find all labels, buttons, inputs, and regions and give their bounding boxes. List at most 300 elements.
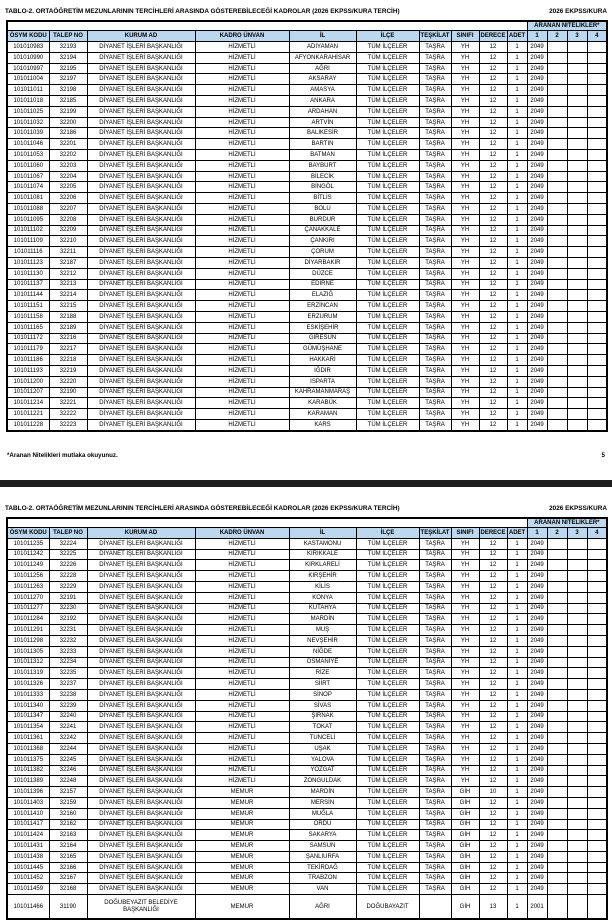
cell: 32186 xyxy=(49,128,87,139)
table-title: TABLO-2. ORTAÖĞRETİM MEZUNLARININ TERCİHLERİ ARASINDA GÖSTEREBİLECEĞİ KADROLAR (2026 EKPSS/KURA TERCİH) xyxy=(5,8,400,15)
cell xyxy=(547,538,567,549)
cell: TÜM İLÇELER xyxy=(356,74,419,85)
cell xyxy=(587,668,607,679)
cell: DİYANET İŞLERİ BAŞKANLIĞI xyxy=(87,538,195,549)
cell: 1 xyxy=(507,873,527,884)
cell: 1 xyxy=(507,603,527,614)
cell: 101010983 xyxy=(7,42,49,53)
cell: TÜM İLÇELER xyxy=(356,808,419,819)
cell: 32213 xyxy=(49,279,87,290)
cell: DİYANET İŞLERİ BAŞKANLIĞI xyxy=(87,150,195,161)
cell: 12 xyxy=(479,52,507,63)
cell: TAŞRA xyxy=(419,668,451,679)
cell: 32229 xyxy=(49,581,87,592)
page-number: 5 xyxy=(601,451,605,459)
cell: YH xyxy=(451,74,479,85)
cell: TAŞRA xyxy=(419,96,451,107)
column-header: TALEP NO xyxy=(49,31,87,42)
cell: TÜM İLÇELER xyxy=(356,128,419,139)
cell: 32204 xyxy=(49,171,87,182)
cell: HİZMETLİ xyxy=(195,225,289,236)
cell xyxy=(567,63,587,74)
cell: TÜM İLÇELER xyxy=(356,63,419,74)
cell: MUŞ xyxy=(289,625,356,636)
cell xyxy=(567,247,587,258)
cell: YH xyxy=(451,689,479,700)
cell: 2049 xyxy=(527,150,547,161)
cell: 1 xyxy=(507,214,527,225)
cell: TÜM İLÇELER xyxy=(356,193,419,204)
cell xyxy=(567,387,587,398)
cell: 101011291 xyxy=(7,625,49,636)
cell: 101011095 xyxy=(7,214,49,225)
cell xyxy=(567,398,587,409)
cell: 1 xyxy=(507,668,527,679)
cell xyxy=(567,182,587,193)
cell: 101011396 xyxy=(7,787,49,798)
cell xyxy=(587,711,607,722)
cell xyxy=(567,409,587,420)
cell: GİH xyxy=(451,787,479,798)
cell: TAŞRA xyxy=(419,743,451,754)
table-row xyxy=(7,311,607,322)
cell: DİYANET İŞLERİ BAŞKANLIĞI xyxy=(87,355,195,366)
cell xyxy=(587,581,607,592)
cell: TÜM İLÇELER xyxy=(356,365,419,376)
cell: TAŞRA xyxy=(419,787,451,798)
cell: TAŞRA xyxy=(419,733,451,744)
cell xyxy=(567,830,587,841)
table-row xyxy=(7,657,607,668)
cell: ANKARA xyxy=(289,96,356,107)
cell: 32192 xyxy=(49,614,87,625)
cell xyxy=(567,571,587,582)
cell: GİH xyxy=(451,862,479,873)
cell: 2049 xyxy=(527,765,547,776)
cell: 12 xyxy=(479,668,507,679)
cell: 101011039 xyxy=(7,128,49,139)
cell xyxy=(547,668,567,679)
cell: SİVAS xyxy=(289,700,356,711)
cell: GİH xyxy=(451,895,479,920)
cell xyxy=(567,873,587,884)
cell: TAŞRA xyxy=(419,765,451,776)
table-row xyxy=(7,625,607,636)
cell: TÜM İLÇELER xyxy=(356,247,419,258)
cell xyxy=(567,171,587,182)
cell: 32232 xyxy=(49,635,87,646)
cell: KASTAMONU xyxy=(289,538,356,549)
aranan-nitelikler-header: ARANAN NİTELİKLER* xyxy=(527,518,607,528)
cell xyxy=(567,52,587,63)
cell: KAHRAMANMARAŞ xyxy=(289,387,356,398)
cell xyxy=(567,204,587,215)
cell: 2049 xyxy=(527,754,547,765)
cell xyxy=(567,419,587,430)
column-header: 2 xyxy=(547,527,567,538)
cell: 32231 xyxy=(49,625,87,636)
cell: 32221 xyxy=(49,398,87,409)
cell: 32230 xyxy=(49,603,87,614)
cell: 101011200 xyxy=(7,376,49,387)
cell: 12 xyxy=(479,355,507,366)
cell: DİYANET İŞLERİ BAŞKANLIĞI xyxy=(87,279,195,290)
cell: TAŞRA xyxy=(419,808,451,819)
cell: AKSARAY xyxy=(289,74,356,85)
table-row xyxy=(7,171,607,182)
cell: TAŞRA xyxy=(419,830,451,841)
cell: ESKİŞEHİR xyxy=(289,322,356,333)
cell: ARTVİN xyxy=(289,117,356,128)
cell: YH xyxy=(451,679,479,690)
cell xyxy=(587,128,607,139)
cell xyxy=(567,603,587,614)
cell: 1 xyxy=(507,365,527,376)
cell xyxy=(419,895,451,920)
cell: 101011179 xyxy=(7,344,49,355)
cell: GİH xyxy=(451,797,479,808)
cell xyxy=(587,225,607,236)
cell: TAŞRA xyxy=(419,689,451,700)
column-header: ÖSYM KODU xyxy=(7,527,49,538)
cell: YH xyxy=(451,268,479,279)
table-row xyxy=(7,733,607,744)
cell: 32165 xyxy=(49,851,87,862)
cell: DİYANET İŞLERİ BAŞKANLIĞI xyxy=(87,409,195,420)
cell: 12 xyxy=(479,592,507,603)
cell xyxy=(587,279,607,290)
cell: TAŞRA xyxy=(419,52,451,63)
cell: HİZMETLİ xyxy=(195,657,289,668)
cell: 32185 xyxy=(49,96,87,107)
cell: 32187 xyxy=(49,257,87,268)
cell: DİYANET İŞLERİ BAŞKANLIĞI xyxy=(87,63,195,74)
cell xyxy=(587,851,607,862)
cell: 12 xyxy=(479,625,507,636)
cell: 1 xyxy=(507,387,527,398)
cell: 1 xyxy=(507,182,527,193)
cell: BOLU xyxy=(289,204,356,215)
cell: DİYANET İŞLERİ BAŞKANLIĞI xyxy=(87,52,195,63)
table-row xyxy=(7,355,607,366)
cell: YH xyxy=(451,85,479,96)
cell: HİZMETLİ xyxy=(195,74,289,85)
cell xyxy=(547,204,567,215)
cell: 101011347 xyxy=(7,711,49,722)
table-row xyxy=(7,819,607,830)
cell xyxy=(547,797,567,808)
cell: YH xyxy=(451,117,479,128)
cell: 12 xyxy=(479,743,507,754)
cell: 12 xyxy=(479,344,507,355)
cell: MUĞLA xyxy=(289,808,356,819)
cell: TÜM İLÇELER xyxy=(356,538,419,549)
cell: TÜM İLÇELER xyxy=(356,754,419,765)
cell: 1 xyxy=(507,884,527,895)
cell: 2049 xyxy=(527,247,547,258)
cell: 101011074 xyxy=(7,182,49,193)
cell xyxy=(547,96,567,107)
cell: HİZMETLİ xyxy=(195,204,289,215)
cell: DİYANET İŞLERİ BAŞKANLIĞI xyxy=(87,549,195,560)
cell xyxy=(567,74,587,85)
cell: 1 xyxy=(507,398,527,409)
aranan-header-row xyxy=(7,21,607,31)
cell: 101011130 xyxy=(7,268,49,279)
cell: BARTIN xyxy=(289,139,356,150)
cell: TÜM İLÇELER xyxy=(356,333,419,344)
cell: DİYANET İŞLERİ BAŞKANLIĞI xyxy=(87,679,195,690)
cell: 32240 xyxy=(49,711,87,722)
cell xyxy=(587,322,607,333)
cell: DİYANET İŞLERİ BAŞKANLIĞI xyxy=(87,419,195,430)
cell xyxy=(547,387,567,398)
cell: TÜM İLÇELER xyxy=(356,560,419,571)
cell: TÜM İLÇELER xyxy=(356,117,419,128)
cell: DİYANET İŞLERİ BAŞKANLIĞI xyxy=(87,635,195,646)
table-row xyxy=(7,333,607,344)
cell: TAŞRA xyxy=(419,581,451,592)
cell: DİYANET İŞLERİ BAŞKANLIĞI xyxy=(87,301,195,312)
cell: BİTLİS xyxy=(289,193,356,204)
cell: TÜM İLÇELER xyxy=(356,257,419,268)
cell: HİZMETLİ xyxy=(195,52,289,63)
cell xyxy=(587,182,607,193)
cell: AMASYA xyxy=(289,85,356,96)
cell xyxy=(567,376,587,387)
cell: 12 xyxy=(479,150,507,161)
cell xyxy=(547,106,567,117)
cell: TÜM İLÇELER xyxy=(356,387,419,398)
cell xyxy=(547,214,567,225)
cell: DİYANET İŞLERİ BAŞKANLIĞI xyxy=(87,387,195,398)
cell: 32237 xyxy=(49,679,87,690)
cell: 101011298 xyxy=(7,635,49,646)
cell: 101011242 xyxy=(7,549,49,560)
cell: YH xyxy=(451,668,479,679)
cell: 101011284 xyxy=(7,614,49,625)
cell: DOĞUBAYAZIT xyxy=(356,895,419,920)
cell: TAŞRA xyxy=(419,797,451,808)
cell xyxy=(547,776,567,787)
cell: AĞRI xyxy=(289,895,356,920)
cell: 12 xyxy=(479,128,507,139)
cell: MEMUR xyxy=(195,851,289,862)
cell: 32209 xyxy=(49,225,87,236)
cell xyxy=(587,754,607,765)
cell xyxy=(567,365,587,376)
cell: 2049 xyxy=(527,355,547,366)
cell: HİZMETLİ xyxy=(195,614,289,625)
cell: 2049 xyxy=(527,722,547,733)
cell xyxy=(567,797,587,808)
cell: 1 xyxy=(507,52,527,63)
cell xyxy=(567,841,587,852)
cell: TAŞRA xyxy=(419,884,451,895)
cell: 1 xyxy=(507,733,527,744)
cell: 101011340 xyxy=(7,700,49,711)
cell: 101011431 xyxy=(7,841,49,852)
cell: KIRŞEHİR xyxy=(289,571,356,582)
cell: 12 xyxy=(479,538,507,549)
cell xyxy=(587,700,607,711)
cell: 32202 xyxy=(49,150,87,161)
cell xyxy=(567,279,587,290)
cell xyxy=(567,862,587,873)
cell xyxy=(587,419,607,430)
cell: 32233 xyxy=(49,646,87,657)
cell xyxy=(567,150,587,161)
cell: 2049 xyxy=(527,560,547,571)
cell: TAŞRA xyxy=(419,409,451,420)
cell: YH xyxy=(451,754,479,765)
cell: TAŞRA xyxy=(419,614,451,625)
cell: 101011382 xyxy=(7,765,49,776)
cell: YALOVA xyxy=(289,754,356,765)
cell: DİYANET İŞLERİ BAŞKANLIĞI xyxy=(87,571,195,582)
cell: 2049 xyxy=(527,333,547,344)
cell: YH xyxy=(451,560,479,571)
cell xyxy=(587,787,607,798)
cell: 12 xyxy=(479,646,507,657)
cell: DİYANET İŞLERİ BAŞKANLIĞI xyxy=(87,257,195,268)
cell: DİYANET İŞLERİ BAŞKANLIĞI xyxy=(87,754,195,765)
cell xyxy=(547,754,567,765)
cell: UŞAK xyxy=(289,743,356,754)
cell: DİYANET İŞLERİ BAŞKANLIĞI xyxy=(87,311,195,322)
cell: ADIYAMAN xyxy=(289,42,356,53)
cell xyxy=(547,139,567,150)
cell: HİZMETLİ xyxy=(195,700,289,711)
cell: HİZMETLİ xyxy=(195,193,289,204)
cell: YH xyxy=(451,387,479,398)
cell: 101011312 xyxy=(7,657,49,668)
cell: 32208 xyxy=(49,214,87,225)
column-header-row xyxy=(7,527,607,538)
cell: 2049 xyxy=(527,344,547,355)
cell: YH xyxy=(451,549,479,560)
cell: YH xyxy=(451,635,479,646)
cell: TAŞRA xyxy=(419,841,451,852)
cell: TÜM İLÇELER xyxy=(356,797,419,808)
table-row xyxy=(7,419,607,430)
cell: TÜM İLÇELER xyxy=(356,851,419,862)
cell: 101011410 xyxy=(7,808,49,819)
cell xyxy=(567,344,587,355)
cell: BURDUR xyxy=(289,214,356,225)
cell: 2049 xyxy=(527,808,547,819)
cell: 12 xyxy=(479,765,507,776)
table-row xyxy=(7,128,607,139)
cell: 32162 xyxy=(49,819,87,830)
cell: VAN xyxy=(289,884,356,895)
cell: 2049 xyxy=(527,538,547,549)
cell: HİZMETLİ xyxy=(195,355,289,366)
cell: 101011221 xyxy=(7,409,49,420)
cell: NİĞDE xyxy=(289,646,356,657)
cell xyxy=(587,733,607,744)
cell: YH xyxy=(451,657,479,668)
cell: TAŞRA xyxy=(419,128,451,139)
cell: 31190 xyxy=(49,895,87,920)
cell: ELAZIĞ xyxy=(289,290,356,301)
cell: HİZMETLİ xyxy=(195,376,289,387)
header-spacer xyxy=(7,518,527,528)
cell: HİZMETLİ xyxy=(195,139,289,150)
cell: 2049 xyxy=(527,711,547,722)
cell: 32207 xyxy=(49,204,87,215)
cell: TÜM İLÇELER xyxy=(356,376,419,387)
cell: 12 xyxy=(479,96,507,107)
cell: KARABÜK xyxy=(289,398,356,409)
footnote: *Aranan Nitelikleri mutlaka okuyunuz. xyxy=(7,451,118,459)
cell: TÜM İLÇELER xyxy=(356,311,419,322)
cell: 1 xyxy=(507,797,527,808)
cell: 2049 xyxy=(527,873,547,884)
cell: TÜM İLÇELER xyxy=(356,549,419,560)
cell: TÜM İLÇELER xyxy=(356,355,419,366)
table-row xyxy=(7,614,607,625)
cell xyxy=(587,344,607,355)
cell: 101011438 xyxy=(7,851,49,862)
cell: TÜM İLÇELER xyxy=(356,419,419,430)
cell: 12 xyxy=(479,581,507,592)
cell: 2049 xyxy=(527,549,547,560)
cell: 101011466 xyxy=(7,895,49,920)
cell: 12 xyxy=(479,160,507,171)
cell: 101011277 xyxy=(7,603,49,614)
cell xyxy=(567,722,587,733)
cell: 2049 xyxy=(527,301,547,312)
cell: YH xyxy=(451,279,479,290)
cell: YH xyxy=(451,128,479,139)
cell: 1 xyxy=(507,236,527,247)
cell xyxy=(587,150,607,161)
cell: 32217 xyxy=(49,344,87,355)
cell xyxy=(547,635,567,646)
column-header: ADET xyxy=(507,31,527,42)
cell: 1 xyxy=(507,193,527,204)
cell: DİYARBAKIR xyxy=(289,257,356,268)
cell: HİZMETLİ xyxy=(195,150,289,161)
cell: MARDİN xyxy=(289,787,356,798)
cell: 1 xyxy=(507,538,527,549)
cell: 12 xyxy=(479,819,507,830)
cell: ŞANLIURFA xyxy=(289,851,356,862)
cell: KÜTAHYA xyxy=(289,603,356,614)
cell: 32219 xyxy=(49,365,87,376)
cell: SİNOP xyxy=(289,689,356,700)
cell: DOĞUBEYAZIT BELEDİYE BAŞKANLIĞI xyxy=(87,895,195,920)
cell: DİYANET İŞLERİ BAŞKANLIĞI xyxy=(87,646,195,657)
cell: YH xyxy=(451,344,479,355)
column-header: KURUM AD xyxy=(87,527,195,538)
cell: ISPARTA xyxy=(289,376,356,387)
cell: TAŞRA xyxy=(419,301,451,312)
cell: 101010990 xyxy=(7,52,49,63)
cell xyxy=(547,657,567,668)
cell xyxy=(587,679,607,690)
cell: 2049 xyxy=(527,884,547,895)
cell: DİYANET İŞLERİ BAŞKANLIĞI xyxy=(87,106,195,117)
cell xyxy=(567,895,587,920)
cell xyxy=(567,117,587,128)
cell: TAŞRA xyxy=(419,355,451,366)
cell: 12 xyxy=(479,571,507,582)
cell: 12 xyxy=(479,733,507,744)
cell: TAŞRA xyxy=(419,873,451,884)
cell: TAŞRA xyxy=(419,711,451,722)
